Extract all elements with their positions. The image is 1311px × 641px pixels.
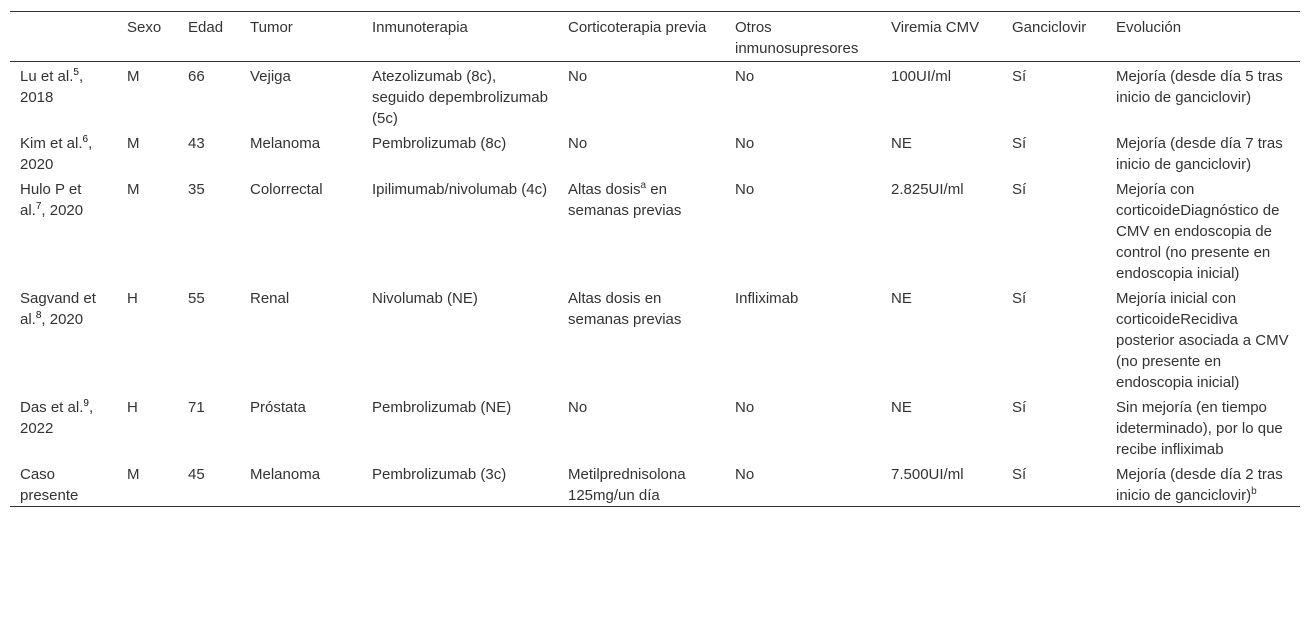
- evolucion-text: Mejoría con corticoideDiagnóstico de CMV en endoscopia de control (no presente en endoscopia inicial): [1116, 181, 1280, 282]
- corticoterapia-cell: [558, 460, 725, 507]
- edad-cell: 43: [188, 135, 205, 152]
- viremia-cell: NE: [891, 290, 912, 307]
- ganciclovir-cell: Sí: [1012, 399, 1027, 416]
- tumor-cell: Renal: [250, 290, 290, 307]
- edad-cell: 71: [188, 399, 205, 416]
- otros-cell: No: [735, 399, 755, 416]
- viremia-cell: 2.825UI/ml: [891, 181, 964, 198]
- year-text: , 2018: [20, 68, 84, 106]
- reference-cell: [10, 175, 117, 284]
- tumor-cell: Colorrectal: [250, 181, 323, 198]
- evolucion-text: Mejoría inicial con corticoideRecidiva posterior asociada a CMV (no presente en endoscopia inicial): [1116, 290, 1289, 391]
- evolucion-cell: [1106, 175, 1300, 284]
- evolucion-cell: [1106, 284, 1300, 393]
- evolucion-text: Mejoría (desde día 2 tras inicio de ganciclovir): [1116, 466, 1283, 504]
- reference-cell: [10, 393, 117, 460]
- otros-cell: No: [735, 68, 755, 85]
- otros-cell: No: [735, 181, 755, 198]
- reference-number: 7: [35, 201, 42, 212]
- header-evolucion: Evolución: [1106, 12, 1300, 62]
- ganciclovir-cell: Sí: [1012, 181, 1027, 198]
- edad-cell: 45: [188, 466, 205, 483]
- evolucion-footnote: b: [1251, 486, 1257, 497]
- corticoterapia-cell: [558, 129, 725, 175]
- sexo-cell: M: [127, 68, 140, 85]
- ganciclovir-cell: Sí: [1012, 290, 1027, 307]
- edad-cell: 55: [188, 290, 205, 307]
- inmunoterapia-cell: Pembrolizumab (NE): [372, 399, 512, 416]
- sexo-cell: M: [127, 135, 140, 152]
- otros-cell: No: [735, 135, 755, 152]
- header-row: [10, 12, 1300, 62]
- year-text: , 2020: [41, 311, 84, 328]
- tumor-cell: Melanoma: [250, 135, 321, 152]
- table-row: [10, 460, 1300, 507]
- sexo-cell: M: [127, 466, 140, 483]
- year-text: , 2020: [41, 202, 84, 219]
- evolucion-text: Mejoría (desde día 5 tras inicio de ganciclovir): [1116, 68, 1283, 106]
- header-reference: [10, 12, 117, 62]
- corticoterapia-cell: [558, 393, 725, 460]
- reference-cell: [10, 460, 117, 507]
- corticoterapia-text: No: [568, 68, 588, 85]
- header-inmunoterapia: Inmunoterapia: [362, 12, 558, 62]
- ganciclovir-cell: Sí: [1012, 135, 1027, 152]
- viremia-cell: NE: [891, 135, 912, 152]
- corticoterapia-text: Altas dosis: [568, 181, 641, 198]
- author-text: Sagvand et al.: [20, 290, 96, 328]
- corticoterapia-text: No: [568, 399, 588, 416]
- table-row: [10, 393, 1300, 460]
- otros-cell: Infliximab: [735, 290, 799, 307]
- edad-cell: 35: [188, 181, 205, 198]
- corticoterapia-cell: [558, 175, 725, 284]
- table-container: [10, 11, 1300, 507]
- tumor-cell: Melanoma: [250, 466, 321, 483]
- header-ganciclovir: Ganciclovir: [1002, 12, 1106, 62]
- reference-number: 5: [73, 67, 79, 78]
- sexo-cell: M: [127, 181, 140, 198]
- table-row: [10, 62, 1300, 130]
- reference-cell: [10, 284, 117, 393]
- evolucion-cell: [1106, 129, 1300, 175]
- author-text: Das et al.: [20, 399, 84, 416]
- tumor-cell: Próstata: [250, 399, 306, 416]
- reference-number: 9: [83, 398, 89, 409]
- corticoterapia-tail: en semanas previas: [568, 181, 682, 219]
- inmunoterapia-cell: Ipilimumab/nivolumab (4c): [372, 181, 548, 198]
- cases-table: [10, 11, 1300, 507]
- corticoterapia-cell: [558, 284, 725, 393]
- table-row: [10, 284, 1300, 393]
- corticoterapia-cell: [558, 62, 725, 130]
- table-header: [10, 12, 1300, 62]
- ganciclovir-cell: Sí: [1012, 68, 1027, 85]
- author-text: Lu et al.: [20, 68, 74, 85]
- table-row: [10, 129, 1300, 175]
- edad-cell: 66: [188, 68, 205, 85]
- corticoterapia-footnote: a: [640, 180, 647, 191]
- header-sexo: Sexo: [117, 12, 178, 62]
- header-corticoterapia: Corticoterapia previa: [558, 12, 725, 62]
- otros-cell: No: [735, 466, 755, 483]
- author-text: Caso presente: [20, 466, 79, 504]
- inmunoterapia-cell: Pembrolizumab (8c): [372, 135, 507, 152]
- tumor-cell: Vejiga: [250, 68, 291, 85]
- ganciclovir-cell: Sí: [1012, 466, 1027, 483]
- reference-cell: [10, 62, 117, 130]
- corticoterapia-text: Altas dosis en semanas previas: [568, 290, 682, 328]
- author-text: Hulo P et al.: [20, 181, 82, 219]
- inmunoterapia-cell: Atezolizumab (8c), seguido depembrolizumab (5c): [372, 68, 548, 127]
- table-body: [10, 62, 1300, 507]
- year-text: , 2020: [20, 135, 93, 173]
- corticoterapia-text: Metilprednisolona 125mg/un día: [568, 466, 686, 504]
- header-edad: Edad: [178, 12, 240, 62]
- evolucion-cell: [1106, 62, 1300, 130]
- corticoterapia-text: No: [568, 135, 588, 152]
- header-tumor: Tumor: [240, 12, 362, 62]
- evolucion-cell: [1106, 393, 1300, 460]
- table-row: [10, 175, 1300, 284]
- evolucion-text: Mejoría (desde día 7 tras inicio de ganciclovir): [1116, 135, 1283, 173]
- inmunoterapia-cell: Pembrolizumab (3c): [372, 466, 507, 483]
- author-text: Kim et al.: [20, 135, 83, 152]
- reference-cell: [10, 129, 117, 175]
- viremia-cell: 100UI/ml: [891, 68, 952, 85]
- sexo-cell: H: [127, 399, 138, 416]
- evolucion-text: Sin mejoría (en tiempo ideterminado), por lo que recibe infliximab: [1116, 399, 1283, 458]
- year-text: , 2022: [20, 399, 94, 437]
- reference-number: 6: [82, 134, 89, 145]
- header-viremia: Viremia CMV: [881, 12, 1002, 62]
- evolucion-cell: [1106, 460, 1300, 507]
- inmunoterapia-cell: Nivolumab (NE): [372, 290, 478, 307]
- viremia-cell: 7.500UI/ml: [891, 466, 964, 483]
- header-otros-inmunosupresores: Otros inmunosupresores: [725, 12, 881, 62]
- reference-number: 8: [35, 310, 42, 321]
- sexo-cell: H: [127, 290, 138, 307]
- viremia-cell: NE: [891, 399, 912, 416]
